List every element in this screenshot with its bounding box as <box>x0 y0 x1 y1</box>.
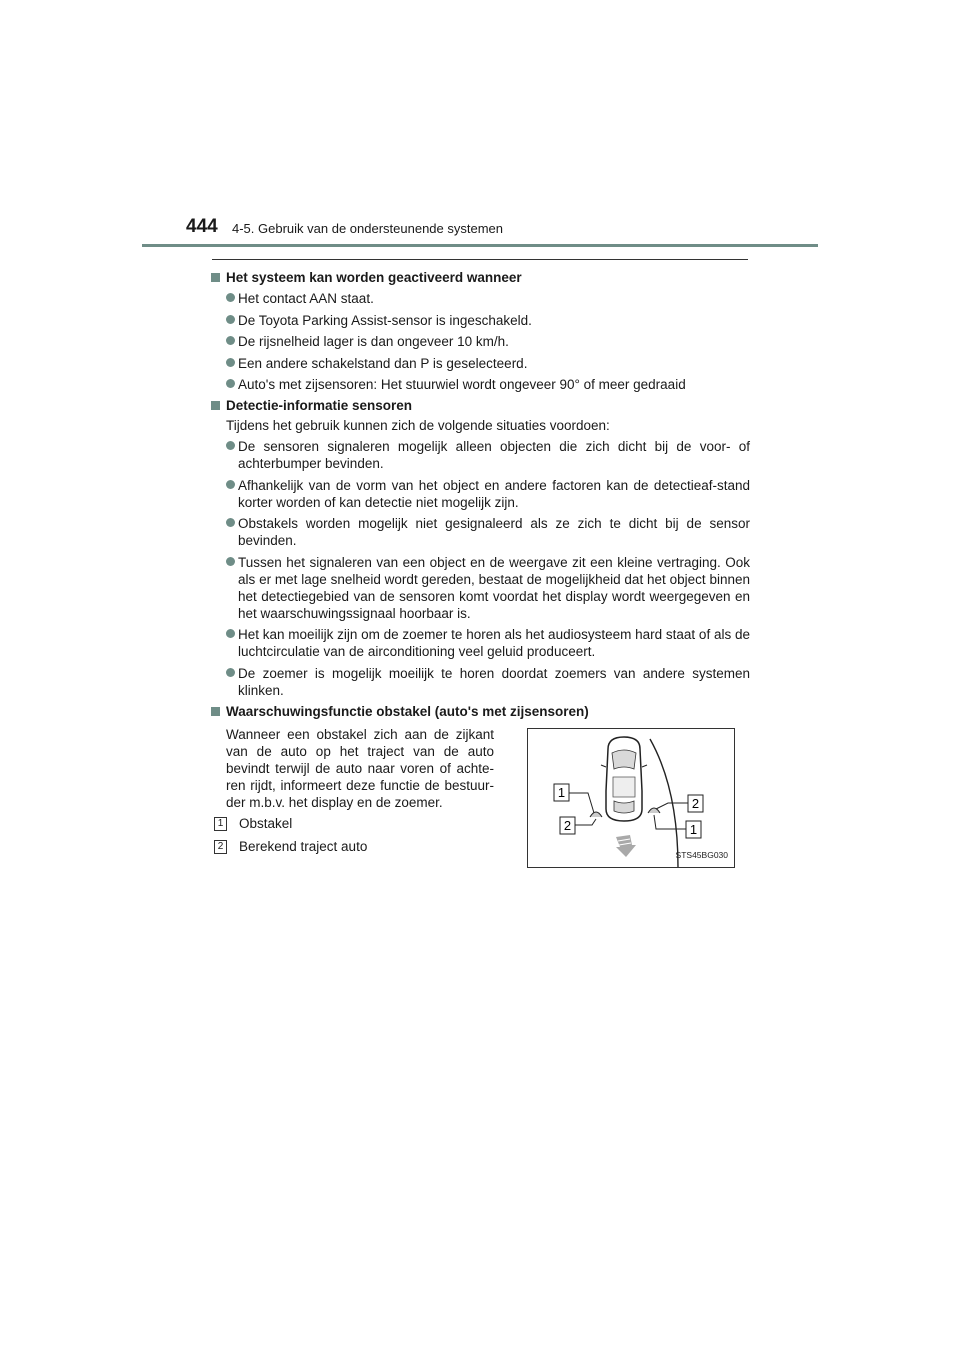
list-item-text: De zoemer is mogelijk moeilijk te horen doordat zoemers van andere systemen klinken. <box>238 665 750 698</box>
list-item <box>210 438 750 472</box>
square-bullet-icon <box>211 707 220 716</box>
list-item <box>210 554 750 622</box>
warning-description: Wanneer een obstakel zich aan de zijkant van de auto op het traject van de auto bevindt terwijl de auto naar voren of achte-ren rijdt, informeert deze functie de bestuur-der m.b.v. het display en de zoemer. <box>226 726 494 810</box>
list-item-text: Het kan moeilijk zijn om de zoemer te horen als het audiosysteem hard staat of als de luchtcirculatie van de airconditioning veel geluid produceert. <box>238 627 750 659</box>
round-bullet-icon <box>226 358 235 367</box>
round-bullet-icon <box>226 379 235 388</box>
warning-block <box>210 726 750 876</box>
callout-number: 1 <box>557 784 566 800</box>
legend-label: Obstakel <box>239 815 293 831</box>
activation-heading-text: Het systeem kan worden geactiveerd wanneer <box>226 270 522 285</box>
detection-intro: Tijdens het gebruik kunnen zich de volgende situaties voordoen: <box>226 418 610 433</box>
list-item <box>210 515 750 549</box>
round-bullet-icon <box>226 315 235 324</box>
chapter-title: 4-5. Gebruik van de ondersteunende systemen <box>232 221 504 236</box>
square-bullet-icon <box>211 273 220 282</box>
callout-number: 2 <box>563 817 572 833</box>
round-bullet-icon <box>226 557 235 566</box>
warning-heading-text: Waarschuwingsfunctie obstakel (auto's met zijsensoren) <box>226 703 589 719</box>
callout-number: 2 <box>691 795 700 811</box>
list-item-text: De rijsnelheid lager is dan ongeveer 10 km/h. <box>238 334 509 349</box>
list-item <box>210 333 750 350</box>
callout-line <box>568 793 594 813</box>
list-item <box>210 626 750 660</box>
round-bullet-icon <box>226 668 235 677</box>
list-item-text: Tussen het signaleren van een object en de weergave zit een kleine vertraging. Ook als er met lage snelheid wordt gereden, bestaat de mogelijkheid dat het object binnen het detectiegebied van de sensoren komt voordat het display wordt weergegeven en het waarschuwingssignaal hoorbaar is. <box>238 554 750 621</box>
parking-sensor-figure <box>527 728 735 868</box>
page-number: 444 <box>186 216 218 237</box>
list-item-text: De sensoren signaleren mogelijk alleen objecten die zich dicht bij de voor- of achterbumper bevinden. <box>238 439 750 471</box>
list-item-text: Een andere schakelstand dan P is geselecteerd. <box>238 355 528 371</box>
list-item-text: De Toyota Parking Assist-sensor is ingeschakeld. <box>238 312 532 328</box>
list-item-text: Obstakels worden mogelijk niet gesignaleerd als ze zich te dicht bij de sensor bevinden. <box>238 516 750 548</box>
list-item <box>210 290 750 307</box>
round-bullet-icon <box>226 480 235 489</box>
detection-list <box>210 438 750 699</box>
car-icon <box>601 737 647 821</box>
square-bullet-icon <box>211 401 220 410</box>
callout-line <box>654 815 686 829</box>
list-item-text: Afhankelijk van de vorm van het object en andere factoren kan de detectieaf-stand korter worden of kan detectie niet mogelijk zijn. <box>238 477 750 510</box>
round-bullet-icon <box>226 518 235 527</box>
legend-item-obstacle <box>214 815 292 832</box>
callout-line <box>574 819 596 825</box>
round-bullet-icon <box>226 293 235 302</box>
section-rule <box>212 259 748 260</box>
header-rule <box>142 244 818 247</box>
activation-heading <box>210 269 750 286</box>
list-item-text: Het contact AAN staat. <box>238 291 374 306</box>
list-item <box>210 376 750 393</box>
list-item <box>210 355 750 372</box>
legend-item-trajectory <box>214 838 367 855</box>
legend-number: 2 <box>214 840 227 854</box>
warning-heading <box>210 703 750 720</box>
round-bullet-icon <box>226 629 235 638</box>
figure-code: STS45BG030 <box>675 849 728 860</box>
list-item-text: Auto's met zijsensoren: Het stuurwiel wordt ongeveer 90° of meer gedraaid <box>238 377 686 392</box>
list-item <box>210 312 750 329</box>
list-item <box>210 665 750 699</box>
legend-label: Berekend traject auto <box>239 838 368 854</box>
callout-number: 1 <box>689 821 698 837</box>
detection-heading <box>210 397 750 414</box>
direction-arrow-icon <box>616 835 636 857</box>
legend-number: 1 <box>214 817 227 831</box>
detection-heading-text: Detectie-informatie sensoren <box>226 398 413 413</box>
round-bullet-icon <box>226 336 235 345</box>
activation-list <box>210 290 750 393</box>
list-item <box>210 477 750 511</box>
round-bullet-icon <box>226 441 235 450</box>
page-content <box>210 265 750 876</box>
